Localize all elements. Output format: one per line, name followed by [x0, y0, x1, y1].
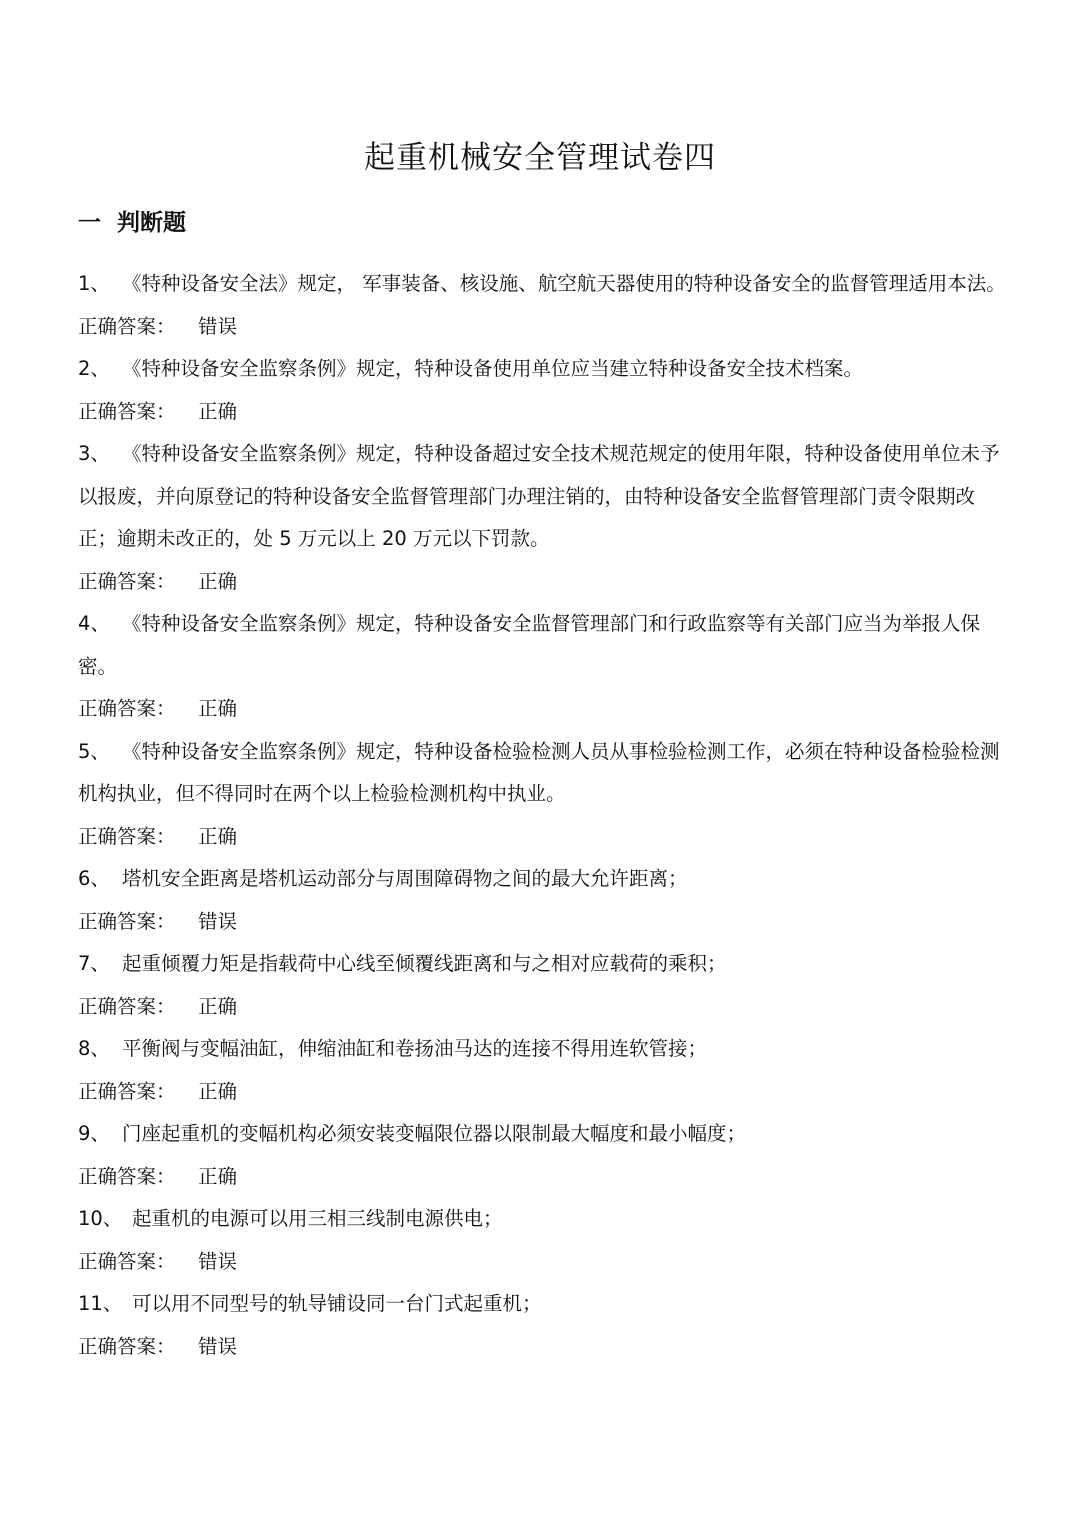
answer-line [78, 391, 1006, 434]
question-paragraph [78, 1283, 1006, 1326]
answer-line [78, 986, 1006, 1029]
answer-value: 正确 [198, 399, 238, 423]
answer-label: 正确答案： [78, 1334, 176, 1358]
question-text: 平衡阀与变幅油缸，伸缩油缸和卷扬油马达的连接不得用连软管接； [122, 1037, 708, 1060]
question-number: 5、 [78, 739, 110, 763]
answer-label: 正确答案： [78, 1164, 176, 1188]
answer-line [78, 1156, 1006, 1199]
question-paragraph [78, 348, 1006, 391]
answer-label: 正确答案： [78, 399, 176, 423]
answer-value: 正确 [198, 697, 238, 720]
answer-label: 正确答案： [78, 569, 176, 593]
answer-label: 正确答案： [78, 824, 176, 848]
question-number: 3、 [78, 442, 110, 465]
answer-label: 正确答案： [78, 909, 176, 933]
question-number: 10、 [78, 1207, 123, 1230]
question-paragraph [78, 858, 1006, 901]
question-paragraph [78, 731, 1006, 816]
question-item [78, 263, 1006, 348]
question-text: 门座起重机的变幅机构必须安装变幅限位器以限制最大幅度和最小幅度； [122, 1122, 747, 1145]
answer-value: 错误 [198, 314, 238, 338]
answer-line [78, 901, 1006, 944]
question-list [78, 263, 1006, 1368]
question-number: 4、 [78, 612, 110, 635]
answer-label: 正确答案： [78, 1079, 176, 1103]
question-text: 塔机安全距离是塔机运动部分与周围障碍物之间的最大允许距离； [122, 867, 688, 890]
answer-label: 正确答案： [78, 697, 176, 720]
answer-value: 正确 [198, 569, 238, 593]
answer-line [78, 1241, 1006, 1284]
question-item [78, 1198, 1006, 1283]
question-item [78, 943, 1006, 1028]
question-item [78, 858, 1006, 943]
question-number: 9、 [78, 1122, 110, 1145]
question-number: 6、 [78, 867, 110, 890]
answer-value: 错误 [198, 909, 238, 933]
answer-line [78, 816, 1006, 859]
document-title: 起重机械安全管理试卷四 [364, 140, 716, 176]
question-number: 7、 [78, 952, 110, 975]
question-paragraph [78, 263, 1006, 306]
answer-line [78, 1071, 1006, 1114]
question-item [78, 731, 1006, 859]
question-paragraph [78, 433, 1006, 561]
question-paragraph [78, 943, 1006, 986]
answer-value: 正确 [198, 824, 238, 848]
answer-line [78, 688, 1006, 731]
answer-value: 正确 [198, 994, 238, 1018]
question-number: 2、 [78, 357, 110, 380]
question-text: 可以用不同型号的轨导铺设同一台门式起重机； [132, 1292, 542, 1315]
answer-label: 正确答案： [78, 314, 176, 338]
question-number: 8、 [78, 1037, 110, 1060]
answer-value: 错误 [198, 1249, 238, 1273]
answer-line [78, 306, 1006, 349]
answer-value: 正确 [198, 1079, 238, 1103]
question-item [78, 603, 1006, 731]
question-text: 《特种设备安全法》规定， 军事装备、核设施、航空航天器使用的特种设备安全的监督管理适用本法。 [122, 272, 1006, 295]
answer-value: 错误 [198, 1334, 238, 1358]
question-text: 《特种设备安全监察条例》规定，特种设备检验检测人员从事检验检测工作，必须在特种设备检验检测机构执业，但不得同时在两个以上检验检测机构中执业。 [78, 739, 1000, 805]
section-heading: 一 判断题 [78, 210, 187, 236]
question-item [78, 348, 1006, 433]
question-number: 11、 [78, 1292, 123, 1315]
question-number: 1、 [78, 272, 110, 295]
question-item [78, 433, 1006, 603]
question-item [78, 1113, 1006, 1198]
question-paragraph [78, 1198, 1006, 1241]
question-item [78, 1028, 1006, 1113]
question-paragraph [78, 1113, 1006, 1156]
question-text: 《特种设备安全监察条例》规定，特种设备安全监督管理部门和行政监察等有关部门应当为举报人保密。 [78, 612, 981, 678]
question-text: 《特种设备安全监察条例》规定，特种设备超过安全技术规范规定的使用年限，特种设备使用单位未予以报废，并向原登记的特种设备安全监督管理部门办理注销的，由特种设备安全监督管理部门责令限期改正；逾期未改正的，处 5 万元以上 20 万元以下罚款。 [78, 442, 1000, 550]
question-text: 起重倾覆力矩是指载荷中心线至倾覆线距离和与之相对应载荷的乘积； [122, 952, 727, 975]
question-paragraph [78, 1028, 1006, 1071]
answer-label: 正确答案： [78, 1249, 176, 1273]
answer-line [78, 561, 1006, 604]
answer-line [78, 1326, 1006, 1369]
question-text: 《特种设备安全监察条例》规定，特种设备使用单位应当建立特种设备安全技术档案。 [122, 357, 864, 380]
question-item [78, 1283, 1006, 1368]
question-paragraph [78, 603, 1006, 688]
answer-label: 正确答案： [78, 994, 176, 1018]
answer-value: 正确 [198, 1164, 238, 1188]
question-text: 起重机的电源可以用三相三线制电源供电； [132, 1207, 503, 1230]
